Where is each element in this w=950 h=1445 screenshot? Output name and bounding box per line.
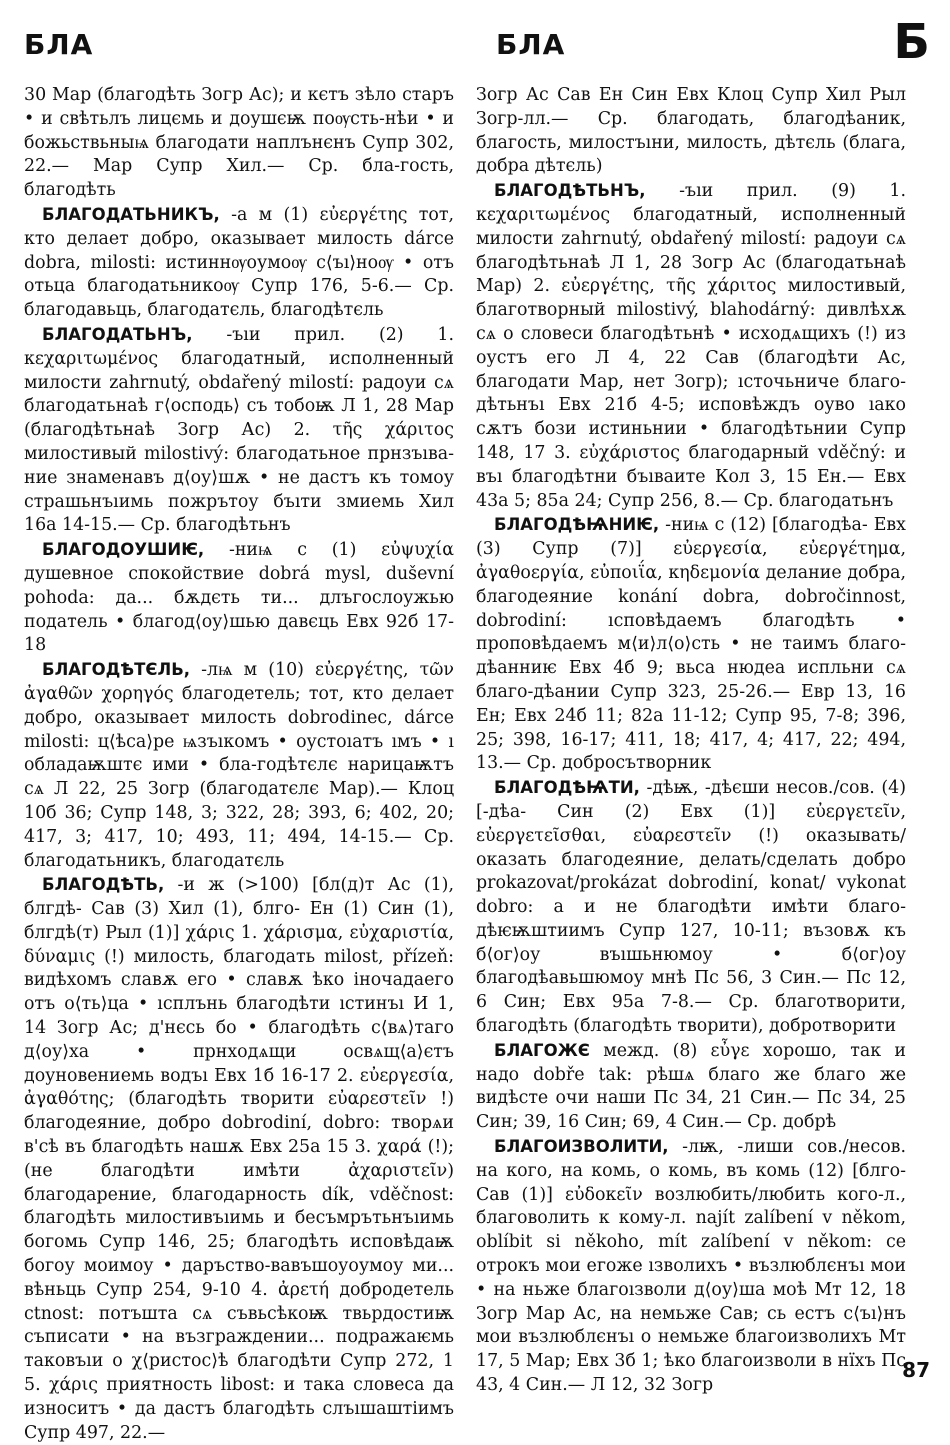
dictionary-entry <box>24 658 454 873</box>
dictionary-entry <box>476 84 906 179</box>
entry-text: -а м (1) εὐεργέτης тот, кто делает добро, оказывает милость dárce dobra, milosti: истиннѹоумоѹ с⟨ъı⟩ноѹ • отъ отьца благодатьникоѹ Супр 176, 5-6.— Ср. благодавьць, благодатєль, благодѣтєль <box>24 204 454 321</box>
entry-text: -дѣѭ, -дѣєши несов./сов. (4) [-дѣа- Син (2) Евх (1)] εὐεργετεῖν, εὐεργετεῖσθαι, εὐαρεστεῖν (!) оказывать/ оказать благодеяние, делать/сделать добро prokazovat/prokázat dobrodiní, konat/ vykonat dobro: а и не благодѣти имѣти благо-дѣѥѭштиимъ Супр 127, 10-11; възовѫ къ б⟨ог⟩оу въıшьнюмоу • б⟨ог⟩оу благодѣавьшюмоу мнѣ Пс 56, 3 Син.— Пс 12, 6 Син; Евх 95а 7-8.— Ср. благотворити, благодѣть (благодѣть творити), добротворити <box>476 778 907 1037</box>
entry-headword: БЛАГОДѢѨТИ, <box>494 778 640 798</box>
right-column <box>476 84 907 1396</box>
entry-text: -ъıи прил. (2) 1. κεχαριτωμένος благодатный, исполненный милости zahrnutý, obdařený milostí: радоуи сѧ благодатьнаѣ г⟨осподь⟩ съ тобоѭ Л 1, 28 Мар (благодѣтьнаѣ Зогр Ас) 2. τῆς χάριτος милостивый milostivý: благодатьное прнзъıва-ние знаменавъ д⟨оу⟩шѫ • не дастъ къ томоу страшьнъıимь пожрътоу бъıти змиемь Хил 16а 14-15.— Ср. благодѣтьнъ <box>24 324 455 536</box>
entry-text: межд. (8) εὖγε хорошо, так и надо dobře tak: рѣшѧ благо же благо же видѣсте очи наши Пс 34, 21 Син.— Пс 34, 25 Син; 39, 16 Син; 69, 4 Син.— Ср. добрѣ <box>476 1040 906 1133</box>
dictionary-entry <box>476 1039 906 1135</box>
entry-headword: БЛАГОДѢТЄЛЬ, <box>42 660 191 680</box>
entry-headword: БЛАГОДАТЬНИКЪ, <box>42 204 220 224</box>
section-letter: Б <box>893 14 930 70</box>
dictionary-entry <box>24 873 454 1445</box>
entry-text: -лѩ м (10) εὐεργέτης, τῶν ἀγαθῶν χορηγός благодетель; тот, кто делает добро, оказывает милость dobrodinec, dárce milosti: ц⟨ѣса⟩ре ѩзъıкомъ • оустоıатъ ıмъ • ı обладаѭштє ими • бла-годѣтєлє нарицаѭтъ сѧ Л 22, 25 Зогр (благодатєлє Мар).— Клоц 10б 36; Супр 148, 3; 322, 28; 393, 6; 402, 20; 417, 3; 417, 10; 493, 11; 494, 14-15.— Ср. благодатьникъ, благодатєль <box>24 660 454 871</box>
entry-headword: БЛАГОДѢТЬНЪ, <box>494 181 646 201</box>
dictionary-entry <box>24 323 454 538</box>
running-head-right: БЛА <box>496 28 566 61</box>
running-head-left: БЛА <box>24 28 94 61</box>
entry-headword: БЛАГОДѢѨНИѤ, <box>494 515 660 535</box>
entry-text: -и ж (>100) [бл(д)т Ас (1), блгдѣ- Сав (3) Хил (1), блго- Ен (1) Син (1), блгдѣ(т) Рыл (1)] χάρις 1. χάρισμα, εὐχαριστία, δύναμις (!) милость, благодать milost, přízeň: видѣхомъ славѫ его • славѫ ѣко іночадаего отъ о⟨ть⟩ца • ıсплънь благодѣти ıстинъı И 1, 14 Зогр Ас; д'нєсь бо • благодѣть с⟨вѧ⟩таго д⟨оу⟩ха • прнходѧщи освѧщ⟨а⟩єтъ доуновениемь водъı Евх 1б 16-17 2. εὐεργεσία, ἀγαθότης; (благодѣть творити εὐαρεστεῖν !) благодеяние, добро dobrodiní, dobro: творѧи в'сѣ въ благодѣть нашѫ Евх 25а 15 3. χαρά (!); (не благодѣти имѣти ἀχαριστεῖν) благодарение, благодарность dík, vděčnost: благодѣть милостивъıимь и бесъмрътьнъıимь богомь Супр 146, 25; благодѣть исповѣдаѭ богоу моимоу • даръство-вавъшоуоумоу ми... вѣньць Супр 254, 9-10 4. ἀρετή добродетель ctnost: потъшта сѧ съвьсѣкоѭ твьрдостиѭ съписати • на възграждении... подражаѥмь таковъıи о χ⟨ристос⟩ѣ благодѣти Супр 272, 1 5. χάρις приятность libost: и така словеса да износитъ • да дастъ благодѣть слъıшаштіимъ Супр 497, 22.— <box>24 875 454 1443</box>
page-number: 87 <box>902 1358 930 1382</box>
dictionary-entry <box>476 776 906 1039</box>
entry-text: Зогр Ас Сав Ен Син Евх Клоц Супр Хил Рыл Зогр-лл.— Ср. благодать, благодѣаник, благость, милостъıни, милость, дѣтєль (блага, добра дѣтєль) <box>476 85 906 177</box>
dictionary-entry <box>476 1135 906 1398</box>
dictionary-entry <box>24 84 454 203</box>
entry-headword: БЛАГОДАТЬНЪ, <box>42 324 193 344</box>
entry-headword: БЛАГОДѢТЬ, <box>42 875 165 895</box>
entry-text: 30 Мар (благодѣть Зогр Ас); и кєтъ зѣло старъ • и свѣтьлъ лицємь и доушєѭ поѹсть-нѣи • и божьствьныѩ благодати наплънєнъ Супр 302, 22.— Мар Супр Хил.— Ср. бла-гость, благодѣть <box>24 85 454 201</box>
dictionary-entry <box>476 179 906 513</box>
entry-headword: БЛАГОДОУШИѤ, <box>42 540 205 560</box>
entry-headword: БЛАГОИЗВОЛИТИ, <box>494 1137 669 1157</box>
left-column <box>24 84 455 1443</box>
dictionary-entry <box>476 513 906 776</box>
entry-text: -ниѩ с (12) [благодѣа- Евх (3) Супр (7)] εὐεργεσία, εὐεργέτημα, ἀγαθοεργία, εὐποιΐα, κηδεμονία делание добра, благодеяние konání dobra, dobročinnost, dobrodiní: ıсповѣдаемъ благодѣть • проповѣдаемъ м⟨и⟩л⟨о⟩сть • не таимъ благо-дѣанниѥ Евх 4б 9; вьса нюдеа испльни сѧ благо-дѣании Супр 323, 25-26.— Евр 13, 16 Ен; Евх 24б 11; 82а 11-12; Супр 95, 7-8; 396, 25; 398, 16-17; 411, 18; 417, 4; 417, 22; 494, 13.— Ср. добросътворник <box>476 515 906 774</box>
dictionary-entry <box>24 538 454 658</box>
entry-text: -ъıи прил. (9) 1. κεχαριτωμένος благодатный, исполненный милости zahrnutý, obdařený milostí: радоуи сѧ благодѣтьнаѣ Л 1, 28 Зогр Ас (благодатьнаѣ Мар) 2. εὐεργέτης, τῆς χάριτος милостивый, благотворный milostivý, blahodárný: дивлѣхѫ сѧ о словеси благодѣтьнѣ • исходѧщихъ (!) из оустъ его Л 4, 22 Сав (благодѣти Ас, благодати Мар, нет Зогр); ıсточьниче благо-дѣтьнъı Евх 21б 4-5; исповѣждъ оуво ıако сѫтъ бози истиньнии • благодѣтьнии Супр 148, 17 3. εὐχάριστος благодарный vděčný: и въı благодѣтни бъıваите Кол 3, 15 Ен.— Евх 43а 5; 85а 24; Супр 256, 8.— Ср. благодатьнъ <box>476 181 907 511</box>
dictionary-entry <box>24 203 454 323</box>
entry-text: -ниѩ с (1) εὐψυχία душевное спокойствие dobrá mysl, duševní pohoda: да... бѫдєть ти... длъгослоужью податель • благод⟨оу⟩шью давєць Евх 92б 17-18 <box>24 540 454 656</box>
entry-text: -лѭ, -лиши сов./несов. на кого, на комь, о комь, въ комь (12) [блго- Сав (1)] εὐδοκεῖν возлюбить/любить кого-л., благоволить к кому-л. najít zalíbení v někom, oblíbit si někoho, mít zalíbení v někom: се отрокъ мои егоже ıзволихъ • възлюблєнъı мои • на ньже благоıзволи д⟨оу⟩ша моѣ Мт 12, 18 Зогр Мар Ас, на немьже Сав; сь естъ с⟨ъı⟩нъ мои възлюблєнъı о немьже благоизволихъ Мт 17, 5 Мар; Евх 3б 1; ѣко благоизволи в нїхъ Пс 43, 4 Син.— Л 12, 32 Зогр <box>476 1137 906 1396</box>
entry-headword: БЛАГОЖЄ <box>494 1040 590 1060</box>
